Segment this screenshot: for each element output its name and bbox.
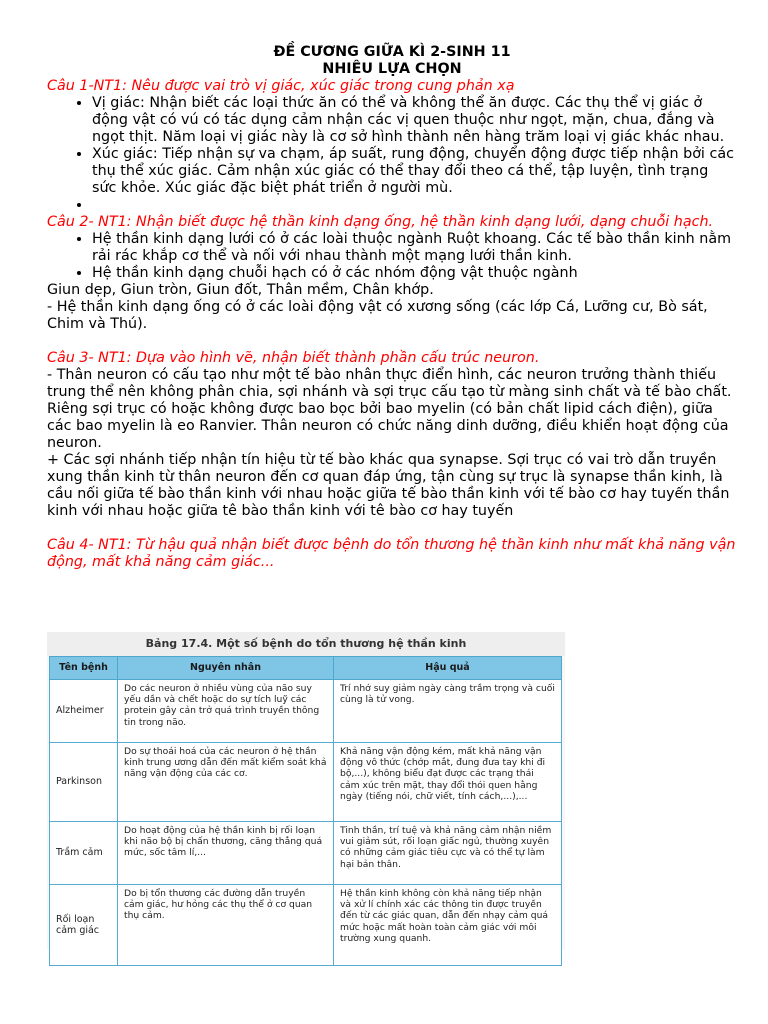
- table-row: [50, 680, 562, 743]
- disease-name: Alzheimer: [50, 680, 118, 743]
- column-header: Nguyên nhân: [118, 657, 334, 680]
- disease-name: Rối loạn cảm giác: [50, 885, 118, 966]
- question-3-paragraph-1: - Thân neuron có cấu tạo như một tế bào nhân thực điển hình, các neuron trưởng thành thiếu trung thể nên không phân chia, sợi nhánh và sợi trục cấu tạo từ màng sinh chất và tế bào chất. Riêng sợi trục có hoặc không được bao bọc bởi bao myelin (có bản chất lipid cách điện), giữa các bao myelin là eo Ranvier. Thân neuron có chức năng dinh dưỡng, điều khiển hoạt động của neuron.: [47, 367, 732, 451]
- question-1-list: [47, 95, 737, 214]
- disease-effect: Hệ thần kinh không còn khả năng tiếp nhận và xử lí chính xác các thông tin được truyền đến từ các giác quan, dẫn đến nhạy cảm quá mức hoặc mất hoàn toàn cảm giác với môi trường xung quanh.: [334, 885, 562, 966]
- disease-effect: Tinh thần, trí tuệ và khả năng cảm nhận niềm vui giảm sút, rối loạn giấc ngủ, thường xuyên có những cảm giác tiêu cực và có thể tự làm hại bản thân.: [334, 822, 562, 885]
- column-header: Hậu quả: [334, 657, 562, 680]
- disease-effect: Trí nhớ suy giảm ngày càng trầm trọng và cuối cùng là tử vong.: [334, 680, 562, 743]
- disease-table-figure: [47, 632, 565, 950]
- table-row: [50, 743, 562, 822]
- question-3-paragraph-2: + Các sợi nhánh tiếp nhận tín hiệu từ tế bào khác qua synapse. Sợi trục có vai trò dẫn truyền xung thần kinh từ thân neuron đến cơ quan đáp ứng, tận cùng sự trục là synapse thần kinh, là cầu nối giữa tế bào thần kinh với nhau hoặc giữa tế bào thần kinh với tế bào cơ hay tuyến thần kinh với nhau hoặc giữa tê bào thần kinh với tê bào cơ hay tuyến: [47, 452, 730, 519]
- list-item: • Hệ thần kinh dạng lưới có ở các loài thuộc ngành Ruột khoang. Các tế bào thần kinh nằm rải rác khắp cơ thể và nối với nhau thành một mạng lưới thần kinh.: [92, 231, 737, 265]
- list-item: • Hệ thần kinh dạng chuỗi hạch có ở các nhóm động vật thuộc ngành: [92, 265, 737, 282]
- disease-cause: Do sự thoái hoá của các neuron ở hệ thần kinh trung ương dẫn đến mất kiểm soát khả năng vận động của các cơ.: [118, 743, 334, 822]
- disease-effect: Khả năng vận động kém, mất khả năng vận động vô thức (chớp mắt, đung đưa tay khi đi bộ,...), không biểu đạt được các trạng thái cảm xúc trên mặt, thay đổi thói quen hằng ngày (tiếng nói, chữ viết, tính cách,...),...: [334, 743, 562, 822]
- document-subtitle: NHIÊU LỰA CHỌN: [322, 61, 462, 77]
- question-3-heading: Câu 3- NT1: Dựa vào hình vẽ, nhận biết thành phần cấu trúc neuron.: [47, 350, 540, 366]
- list-item: • Xúc giác: Tiếp nhận sự va chạm, áp suất, rung động, chuyển động được tiếp nhận bởi các thụ thể xúc giác. Cảm nhận xúc giác có thể thay đổi theo cá thể, tập luyện, tình trạng sức khỏe. Xúc giác đặc biệt phát triển ở người mù.: [92, 146, 737, 197]
- disease-table: [49, 656, 562, 966]
- spacer: [47, 520, 737, 537]
- disease-cause: Do các neuron ở nhiều vùng của não suy yếu dần và chết hoặc do sự tích luỹ các protein gây cản trở quá trình truyền thông tin trong não.: [118, 680, 334, 743]
- document-page: [47, 44, 737, 571]
- question-2-line-2: - Hệ thần kinh dạng ống có ở các loài động vật có xương sống (các lớp Cá, Lưỡng cư, Bò sát, Chim và Thú).: [47, 299, 708, 332]
- question-4-heading: Câu 4- NT1: Từ hậu quả nhận biết được bệnh do tổn thương hệ thần kinh như mất khả năng vận động, mất khả năng cảm giác...: [47, 537, 736, 570]
- disease-cause: Do bị tổn thương các đường dẫn truyền cảm giác, hư hỏng các thụ thể ở cơ quan thụ cảm.: [118, 885, 334, 966]
- disease-name: Parkinson: [50, 743, 118, 822]
- document-title: ĐỀ CƯƠNG GIỮA KÌ 2-SINH 11: [273, 44, 511, 60]
- table-row: [50, 885, 562, 966]
- table-caption: Bảng 17.4. Một số bệnh do tổn thương hệ thần kinh: [47, 632, 565, 656]
- question-1-heading: Câu 1-NT1: Nêu được vai trò vị giác, xúc giác trong cung phản xạ: [47, 78, 515, 94]
- question-2-heading: Câu 2- NT1: Nhận biết được hệ thần kinh dạng ống, hệ thần kinh dạng lưới, dạng chuỗi hạch.: [47, 214, 714, 230]
- column-header: Tên bệnh: [50, 657, 118, 680]
- table-row: [50, 822, 562, 885]
- table-header-row: [50, 657, 562, 680]
- question-2-line-1: Giun dẹp, Giun tròn, Giun đốt, Thân mềm, Chân khớp.: [47, 282, 434, 298]
- disease-cause: Do hoạt động của hệ thần kinh bị rối loạn khi não bộ bị chấn thương, căng thẳng quá mức, sốc tâm lí,...: [118, 822, 334, 885]
- spacer: [47, 333, 737, 350]
- list-item: • Vị giác: Nhận biết các loại thức ăn có thể và không thể ăn được. Các thụ thể vị giác ở động vật có vú có tác dụng cảm nhận các vị quen thuộc như ngọt, mặn, chua, đắng và ngọt thịt. Năm loại vị giác này là cơ sở hình thành nên hàng trăm loại vị giác khác nhau.: [92, 95, 737, 146]
- empty-list-item: [92, 197, 737, 214]
- question-2-list: [47, 231, 737, 282]
- disease-name: Trầm cảm: [50, 822, 118, 885]
